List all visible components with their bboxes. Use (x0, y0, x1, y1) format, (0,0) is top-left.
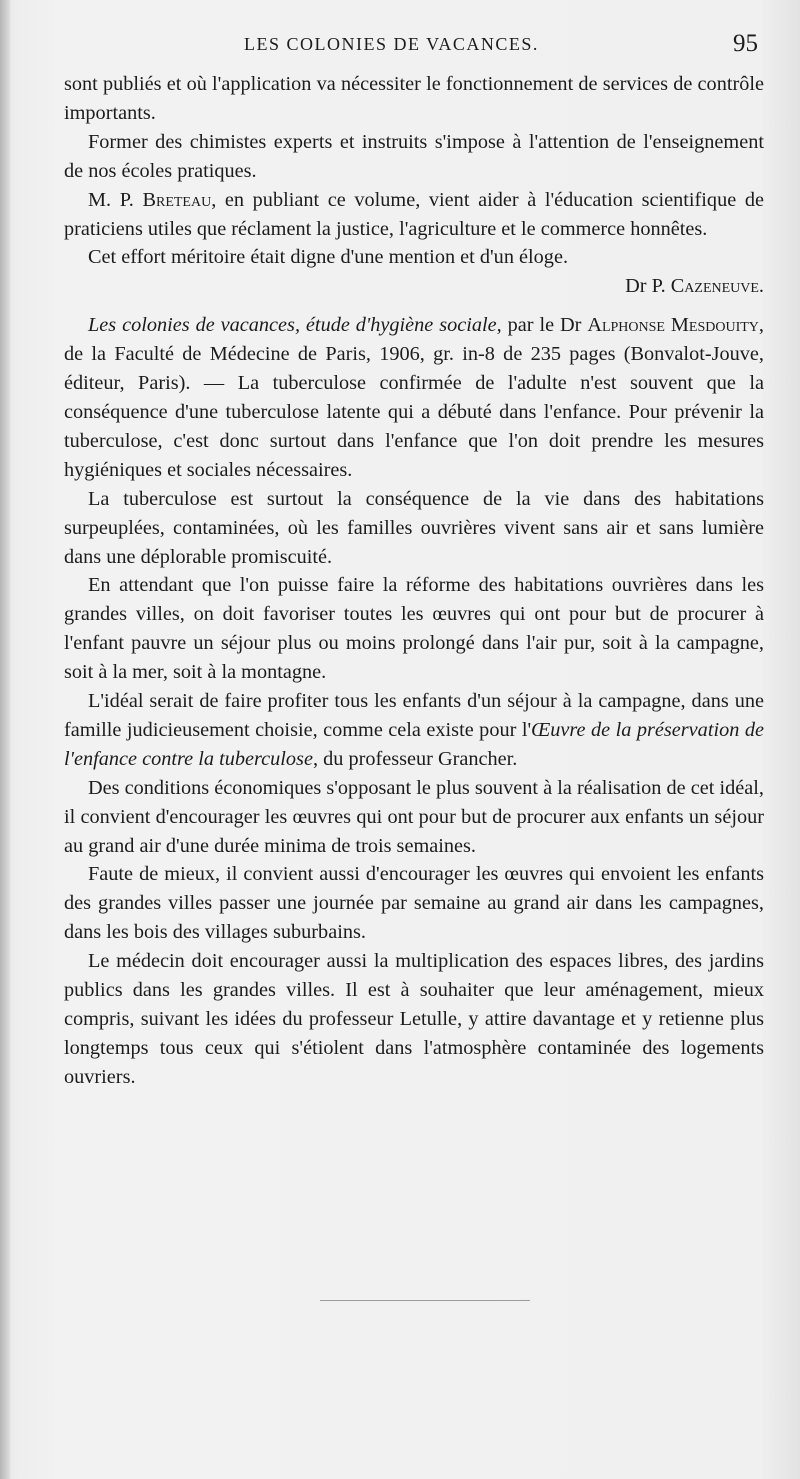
review1-paragraph-3 (64, 186, 764, 244)
review2-intro-text: , de la Faculté de Médecine de Paris, 1906, gr. in-8 de 235 pages (Bonvalot-Jouve, éditeur, Paris). — La tuberculose confirmée de l'adulte n'est souvent que la conséquence d'une tuberculose latente qui a débuté dans l'enfance. Pour prévenir la tuberculose, c'est donc surtout dans l'enfance que l'on doit prendre les mesures hygiéniques et sociales nécessaires. (64, 314, 764, 481)
review2-paragraph-4-italic: Œuvre de la préservation de l'enfance contre la tuberculose (64, 718, 764, 770)
review1-paragraph-1: sont publiés et où l'application va nécessiter le fonctionnement de services de contrôle importants. (64, 73, 764, 124)
review2-book-title: Les colonies de vacances, étude d'hygiène sociale, (88, 314, 502, 337)
reviewer-prefix: M. P. (88, 188, 143, 211)
review2-paragraph-4-b: , du professeur Grancher. (312, 747, 518, 770)
review2-intro (64, 311, 764, 484)
review2-paragraph-4-a: L'idéal serait de faire profiter tous les enfants d'un séjour à la campagne, dans une famille judicieusement choisie, comme cela existe pour l' (64, 690, 764, 741)
review1-paragraph-4: Cet effort méritoire était digne d'une mention et d'un éloge. (88, 246, 569, 269)
review2-paragraph-5: Des conditions économiques s'opposant le plus souvent à la réalisation de cet idéal, il convient d'encourager les œuvres qui ont pour but de procurer aux enfants un séjour au grand air d'une durée minima de trois semaines. (64, 776, 764, 857)
review1-paragraph-3-text: , en publiant ce volume, vient aider à l'éducation scientifique de praticiens utiles que réclament la justice, l'agriculture et le commerce honnêtes. (64, 188, 764, 240)
review2-paragraph-2: La tuberculose est surtout la conséquence de la vie dans des habitations surpeuplées, contaminées, où les familles ouvrières vivent sans air et sans lumière dans une déplorable promiscuité. (64, 487, 764, 568)
end-rule (320, 1300, 530, 1301)
page-header (66, 30, 766, 62)
page-number: 95 (733, 30, 758, 57)
review2-by: par le Dr (501, 314, 588, 337)
review2-paragraph-6: Faute de mieux, il convient aussi d'encourager les œuvres qui envoient les enfants des grandes villes passer une journée par semaine au grand air dans les campagnes, dans les bois des villages suburbains. (64, 863, 764, 944)
running-title: LES COLONIES DE VACANCES. (244, 34, 539, 54)
section-gap (64, 301, 764, 311)
review1-paragraph-2: Former des chimistes experts et instruits s'impose à l'attention de l'enseignement de nos écoles pratiques. (64, 130, 764, 182)
author-name-breteau: Breteau (142, 188, 212, 211)
review2-paragraph-4 (64, 687, 764, 774)
signature-prefix: Dr P. (625, 275, 671, 298)
signature-name: Cazeneuve. (670, 275, 764, 298)
review2-paragraph-7: Le médecin doit encourager aussi la multiplication des espaces libres, des jardins publics dans les grandes villes. Il est à souhaiter que leur aménagement, mieux compris, suivant les idées du professeur Letulle, y attire davantage et y retienne plus longtemps tous ceux qui s'étiolent dans l'atmosphère contaminée des logements ouvriers. (64, 950, 764, 1088)
review1-signature (64, 272, 764, 301)
review2-paragraph-3: En attendant que l'on puisse faire la réforme des habitations ouvrières dans les grandes villes, on doit favoriser toutes les œuvres qui ont pour but de procurer à l'enfant pauvre un séjour plus ou moins prolongé dans l'air pur, soit à la campagne, soit à la mer, soit à la montagne. (64, 574, 764, 684)
binding-shadow (0, 0, 10, 1479)
page-body (64, 70, 764, 1092)
review2-author: Alphonse Mesdouity (587, 314, 759, 337)
